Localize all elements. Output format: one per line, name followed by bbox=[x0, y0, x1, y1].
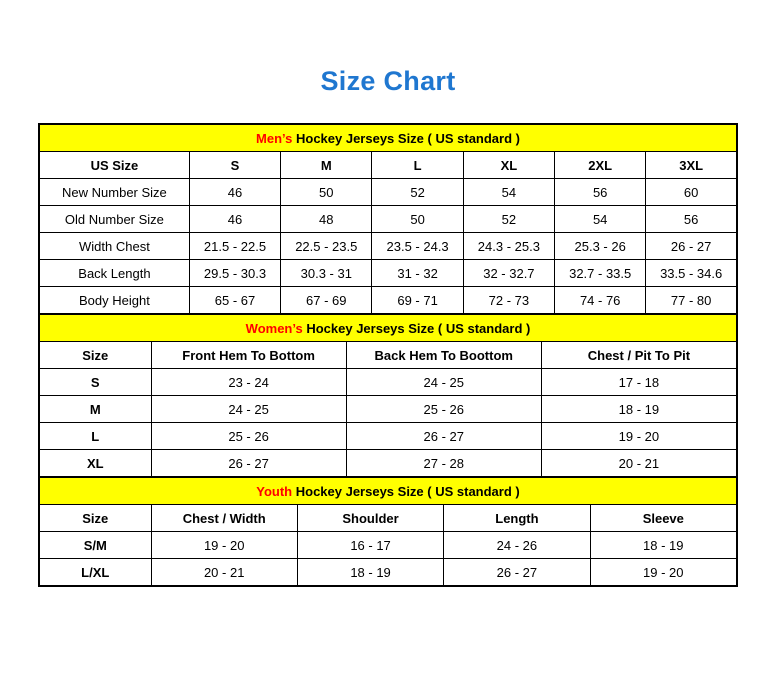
table-cell: 32 - 32.7 bbox=[463, 260, 554, 287]
column-header: XL bbox=[463, 152, 554, 179]
table-cell: 77 - 80 bbox=[646, 287, 737, 314]
column-header: Sleeve bbox=[590, 505, 736, 532]
table-cell: 67 - 69 bbox=[281, 287, 372, 314]
column-header: Length bbox=[444, 505, 590, 532]
youth-band-accent: Youth bbox=[256, 483, 293, 499]
table-cell: 65 - 67 bbox=[189, 287, 280, 314]
table-cell: 74 - 76 bbox=[555, 287, 646, 314]
page-title: Size Chart bbox=[320, 66, 456, 96]
column-header: S bbox=[189, 152, 280, 179]
row-label: Old Number Size bbox=[40, 206, 190, 233]
youth-size-table bbox=[39, 477, 737, 586]
size-chart-container bbox=[38, 123, 738, 587]
table-cell: 72 - 73 bbox=[463, 287, 554, 314]
row-label: L/XL bbox=[40, 559, 152, 586]
column-header: Size bbox=[40, 342, 152, 369]
womens-band-label bbox=[40, 315, 737, 342]
column-header: 2XL bbox=[555, 152, 646, 179]
table-row bbox=[40, 152, 737, 179]
table-cell: 16 - 17 bbox=[297, 532, 443, 559]
table-cell: 18 - 19 bbox=[541, 396, 736, 423]
table-cell: 30.3 - 31 bbox=[281, 260, 372, 287]
table-cell: 52 bbox=[463, 206, 554, 233]
column-header: Back Hem To Boottom bbox=[346, 342, 541, 369]
womens-band-row bbox=[40, 315, 737, 342]
column-header: US Size bbox=[40, 152, 190, 179]
table-row bbox=[40, 233, 737, 260]
mens-size-table bbox=[39, 124, 737, 314]
column-header: Size bbox=[40, 505, 152, 532]
table-cell: 25 - 26 bbox=[151, 423, 346, 450]
table-cell: 25.3 - 26 bbox=[555, 233, 646, 260]
row-label: Back Length bbox=[40, 260, 190, 287]
column-header: L bbox=[372, 152, 463, 179]
table-cell: 46 bbox=[189, 206, 280, 233]
column-header: Shoulder bbox=[297, 505, 443, 532]
table-row bbox=[40, 287, 737, 314]
table-row bbox=[40, 559, 737, 586]
table-cell: 19 - 20 bbox=[151, 532, 297, 559]
mens-band-row bbox=[40, 125, 737, 152]
table-cell: 19 - 20 bbox=[590, 559, 736, 586]
table-row bbox=[40, 423, 737, 450]
table-cell: 56 bbox=[646, 206, 737, 233]
womens-band-accent: Women’s bbox=[245, 320, 303, 336]
row-label: New Number Size bbox=[40, 179, 190, 206]
table-cell: 54 bbox=[555, 206, 646, 233]
womens-band-rest: Hockey Jerseys Size ( US standard ) bbox=[302, 320, 531, 336]
table-cell: 60 bbox=[646, 179, 737, 206]
table-cell: 18 - 19 bbox=[590, 532, 736, 559]
table-cell: 56 bbox=[555, 179, 646, 206]
table-cell: 18 - 19 bbox=[297, 559, 443, 586]
youth-band-row bbox=[40, 478, 737, 505]
table-cell: 23 - 24 bbox=[151, 369, 346, 396]
table-cell: 24 - 26 bbox=[444, 532, 590, 559]
table-cell: 19 - 20 bbox=[541, 423, 736, 450]
table-cell: 26 - 27 bbox=[346, 423, 541, 450]
column-header: Front Hem To Bottom bbox=[151, 342, 346, 369]
womens-size-table bbox=[39, 314, 737, 477]
table-cell: 24 - 25 bbox=[346, 369, 541, 396]
row-label: Body Height bbox=[40, 287, 190, 314]
table-cell: 27 - 28 bbox=[346, 450, 541, 477]
table-cell: 69 - 71 bbox=[372, 287, 463, 314]
row-label: L bbox=[40, 423, 152, 450]
table-cell: 54 bbox=[463, 179, 554, 206]
table-cell: 48 bbox=[281, 206, 372, 233]
table-cell: 24 - 25 bbox=[151, 396, 346, 423]
youth-band-label bbox=[40, 478, 737, 505]
table-cell: 26 - 27 bbox=[444, 559, 590, 586]
table-row bbox=[40, 260, 737, 287]
table-row bbox=[40, 179, 737, 206]
column-header: Chest / Pit To Pit bbox=[541, 342, 736, 369]
column-header: M bbox=[281, 152, 372, 179]
mens-band-label bbox=[40, 125, 737, 152]
table-cell: 29.5 - 30.3 bbox=[189, 260, 280, 287]
table-cell: 21.5 - 22.5 bbox=[189, 233, 280, 260]
table-cell: 23.5 - 24.3 bbox=[372, 233, 463, 260]
table-row bbox=[40, 505, 737, 532]
row-label: XL bbox=[40, 450, 152, 477]
table-cell: 46 bbox=[189, 179, 280, 206]
mens-band-rest: Hockey Jerseys Size ( US standard ) bbox=[292, 130, 520, 146]
table-row bbox=[40, 532, 737, 559]
table-cell: 31 - 32 bbox=[372, 260, 463, 287]
table-row bbox=[40, 342, 737, 369]
row-label: S bbox=[40, 369, 152, 396]
table-row bbox=[40, 206, 737, 233]
table-cell: 50 bbox=[281, 179, 372, 206]
table-cell: 52 bbox=[372, 179, 463, 206]
table-cell: 22.5 - 23.5 bbox=[281, 233, 372, 260]
table-cell: 26 - 27 bbox=[646, 233, 737, 260]
row-label: Width Chest bbox=[40, 233, 190, 260]
table-row bbox=[40, 450, 737, 477]
column-header: Chest / Width bbox=[151, 505, 297, 532]
table-cell: 50 bbox=[372, 206, 463, 233]
youth-band-rest: Hockey Jerseys Size ( US standard ) bbox=[292, 483, 520, 499]
column-header: 3XL bbox=[646, 152, 737, 179]
table-cell: 32.7 - 33.5 bbox=[555, 260, 646, 287]
table-cell: 24.3 - 25.3 bbox=[463, 233, 554, 260]
table-row bbox=[40, 396, 737, 423]
row-label: M bbox=[40, 396, 152, 423]
table-cell: 20 - 21 bbox=[541, 450, 736, 477]
row-label: S/M bbox=[40, 532, 152, 559]
table-row bbox=[40, 369, 737, 396]
table-cell: 20 - 21 bbox=[151, 559, 297, 586]
table-cell: 33.5 - 34.6 bbox=[646, 260, 737, 287]
mens-band-accent: Men’s bbox=[256, 130, 293, 146]
table-cell: 25 - 26 bbox=[346, 396, 541, 423]
table-cell: 26 - 27 bbox=[151, 450, 346, 477]
table-cell: 17 - 18 bbox=[541, 369, 736, 396]
